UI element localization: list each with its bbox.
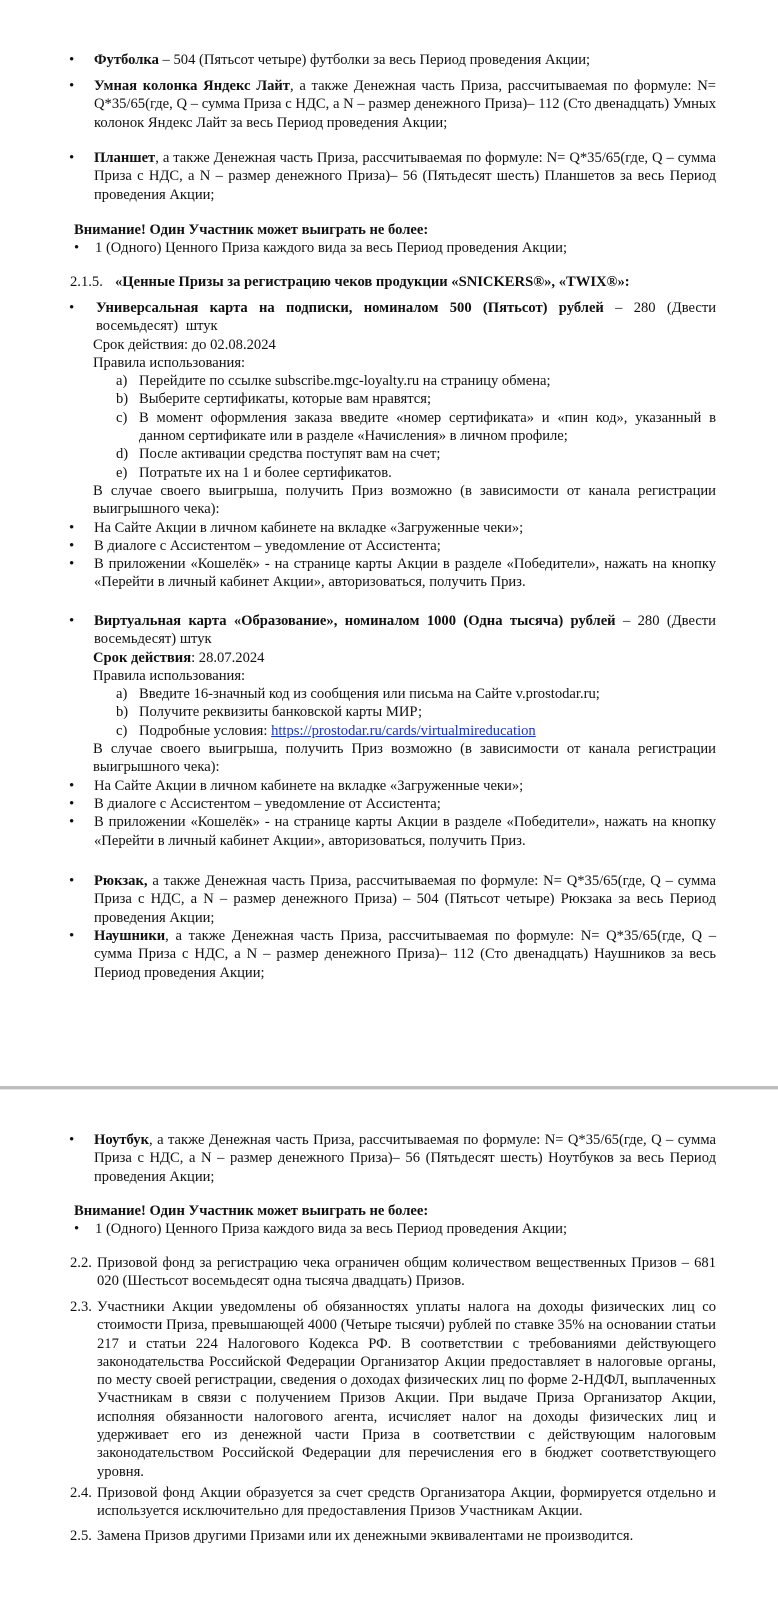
prize-description: , а также Денежная часть Приза, рассчитываемая по формуле: N= Q*35/65(где, Q – сумма Приза с НДС, а N – размер денежного Приза)– 56 (Пятьдесят шесть) Ноутбуков за весь Период проведения Акции; bbox=[94, 1132, 716, 1185]
warning-title: Внимание! Один Участник может выиграть не более: bbox=[74, 1203, 429, 1219]
section-text: Участники Акции уведомлены об обязанностях уплаты налога на доходы физических лиц со стоимости Приза, превышающей 4000 (Четыре тысячи) рублей по ставке 35% на основании статьи 217 и статьи 224 Налогового Кодекса РФ. В соответствии с требованиями действующего законодательства Российской Федерации Организатор Акции предоставляет в налоговые органы, по месту своей регистрации, сведения о доходах физических лиц по форме 2-НДФЛ, выплаченных Участникам в связи с получением Призов Акции. При выдаче Приза Организатор Акции, исполняя обязанности налогового агента, исчисляет налог на доходы физических лиц и удерживает его из денежной части Приза в соответствии с действующим налоговым законодательством Российской Федерации для перечисления его в бюджет соответствующего уровня. bbox=[97, 1299, 716, 1480]
claim-intro: В случае своего выигрыша, получить Приз возможно (в зависимости от канала регистрации выигрышного чека): bbox=[93, 741, 716, 776]
prize-item-headphones bbox=[0, 927, 778, 982]
section-number: 2.1.5. bbox=[70, 274, 103, 290]
rule-item: b) Получите реквизиты банковской карты МИР; bbox=[116, 704, 423, 721]
warning-block-1 bbox=[0, 221, 778, 258]
prize-name: Рюкзак, bbox=[94, 873, 148, 889]
prize-item-smart-speaker bbox=[0, 77, 778, 132]
prize-name: Виртуальная карта «Образование», номиналом 1000 (Одна тысяча) рублей bbox=[94, 613, 616, 629]
section-2-3 bbox=[0, 1298, 778, 1481]
prize-description: , а также Денежная часть Приза, рассчитываемая по формуле: N= Q*35/65(где, Q – сумма Приза с НДС, а N – размер денежного Приза)– 112 (Сто двенадцать) Умных колонок Яндекс Лайт за весь Период проведения Акции; bbox=[94, 78, 716, 131]
claim-channel: • В приложении «Кошелёк» - на странице карты Акции в разделе «Победители», нажать на кнопку «Перейти в личный кабинет Акции», авторизоваться, получить Приз. bbox=[0, 555, 778, 592]
warning-title: Внимание! Один Участник может выиграть не более: bbox=[74, 222, 429, 238]
claim-channel: • В приложении «Кошелёк» - на странице карты Акции в разделе «Победители», нажать на кнопку «Перейти в личный кабинет Акции», авторизоваться, получить Приз. bbox=[0, 813, 778, 850]
prize-name: Футболка bbox=[94, 52, 159, 68]
section-text: Замена Призов другими Призами или их денежными эквивалентами не производится. bbox=[97, 1528, 634, 1544]
prize-name: Планшет bbox=[94, 150, 156, 166]
validity-text: Срок действия: 28.07.2024 bbox=[93, 649, 265, 666]
prize-name: Наушники bbox=[94, 928, 166, 944]
rule-item: a) Введите 16-значный код из сообщения или письма на Сайте v.prostodar.ru; bbox=[116, 686, 600, 703]
warning-block-2 bbox=[0, 1202, 778, 1239]
section-2-2 bbox=[0, 1254, 778, 1291]
prize-description: – 504 (Пятьсот четыре) футболки за весь Период проведения Акции; bbox=[158, 52, 591, 68]
section-text: Призовой фонд за регистрацию чека ограничен общим количеством вещественных Призов – 681 020 (Шестьсот восемьдесят одна тысяча двадцать) Призов. bbox=[97, 1255, 716, 1290]
prize-description: а также Денежная часть Приза, рассчитываемая по формуле: N= Q*35/65(где, Q – сумма Приза с НДС, а N – размер денежного Приза) – 504 (Пятьсот четыре) Рюкзака за весь Период проведения Акции; bbox=[94, 873, 716, 926]
prize-quantity: – 280 (Двести восемьдесят) штук bbox=[94, 613, 716, 648]
conditions-link[interactable]: https://prostodar.ru/cards/virtualmireducation bbox=[271, 722, 536, 739]
prize-item-tablet bbox=[0, 149, 778, 204]
claim-channel: • На Сайте Акции в личном кабинете на вкладке «Загруженные чеки»; bbox=[0, 519, 778, 537]
prize-description: , а также Денежная часть Приза, рассчитываемая по формуле: N= Q*35/65(где, Q – сумма Приза с НДС, а N – размер денежного Приза)– 56 (Пятьдесят шесть) Планшетов за весь Период проведения Акции; bbox=[94, 150, 716, 203]
rule-item: c) Подробные условия: https://prostodar.ru/cards/virtualmireducation bbox=[116, 722, 536, 739]
prize-item-tshirt bbox=[0, 51, 778, 69]
rule-item: a) Перейдите по ссылке subscribe.mgc-loyalty.ru на страницу обмена; bbox=[116, 373, 551, 390]
rule-item: d) После активации средства поступят вам на счет; bbox=[116, 446, 441, 463]
rules-title: Правила использования: bbox=[93, 667, 246, 684]
document-page-2 bbox=[0, 1090, 778, 1600]
prize-item-backpack bbox=[0, 872, 778, 927]
section-title: «Ценные Призы за регистрацию чеков продукции «SNICKERS®», «TWIX®»: bbox=[115, 274, 630, 290]
rules-title: Правила использования: bbox=[93, 354, 246, 371]
prize-name: Универсальная карта на подписки, номиналом 500 (Пятьсот) рублей bbox=[96, 300, 604, 316]
section-number: 2.3. bbox=[70, 1299, 92, 1315]
prize-name: Умная колонка Яндекс Лайт bbox=[94, 78, 290, 94]
section-number: 2.4. bbox=[70, 1485, 92, 1501]
warning-item: • 1 (Одного) Ценного Приза каждого вида за весь Период проведения Акции; bbox=[0, 239, 778, 257]
prize-name: Ноутбук bbox=[94, 1132, 150, 1148]
prize-education-card bbox=[0, 612, 778, 850]
validity-text: Срок действия: до 02.08.2024 bbox=[93, 336, 276, 353]
rule-item: c) В момент оформления заказа введите «номер сертификата» и «пин код», указанный в данном сертификате или в разделе «Начисления» в личном профиле; bbox=[116, 409, 716, 445]
section-text: Призовой фонд Акции образуется за счет средств Организатора Акции, формируется отдельно и используется исключительно для предоставления Призов Участникам Акции. bbox=[97, 1485, 716, 1520]
rule-item: e) Потратьте их на 1 и более сертификатов. bbox=[116, 464, 392, 481]
prize-item-laptop bbox=[0, 1131, 778, 1186]
section-2-1-5-heading bbox=[0, 273, 778, 291]
section-number: 2.2. bbox=[70, 1255, 92, 1271]
prize-subscription-card bbox=[0, 299, 778, 592]
section-2-5 bbox=[0, 1527, 778, 1545]
claim-intro: В случае своего выигрыша, получить Приз возможно (в зависимости от канала регистрации выигрышного чека): bbox=[93, 482, 716, 518]
claim-channel: • На Сайте Акции в личном кабинете на вкладке «Загруженные чеки»; bbox=[0, 777, 778, 795]
prize-quantity: – 280 (Двести восемьдесят) штук bbox=[96, 300, 717, 335]
prize-description: , а также Денежная часть Приза, рассчитываемая по формуле: N= Q*35/65(где, Q – сумма Приза с НДС, а N – размер денежного Приза)– 112 (Сто двенадцать) Наушников за весь Период проведения Акции; bbox=[94, 928, 716, 981]
warning-item: • 1 (Одного) Ценного Приза каждого вида за весь Период проведения Акции; bbox=[0, 1220, 778, 1238]
section-2-4 bbox=[0, 1484, 778, 1521]
claim-channel: • В диалоге с Ассистентом – уведомление от Ассистента; bbox=[0, 537, 778, 555]
claim-channel: • В диалоге с Ассистентом – уведомление от Ассистента; bbox=[0, 795, 778, 813]
rule-item: b) Выберите сертификаты, которые вам нравятся; bbox=[116, 391, 432, 408]
section-number: 2.5. bbox=[70, 1528, 92, 1544]
